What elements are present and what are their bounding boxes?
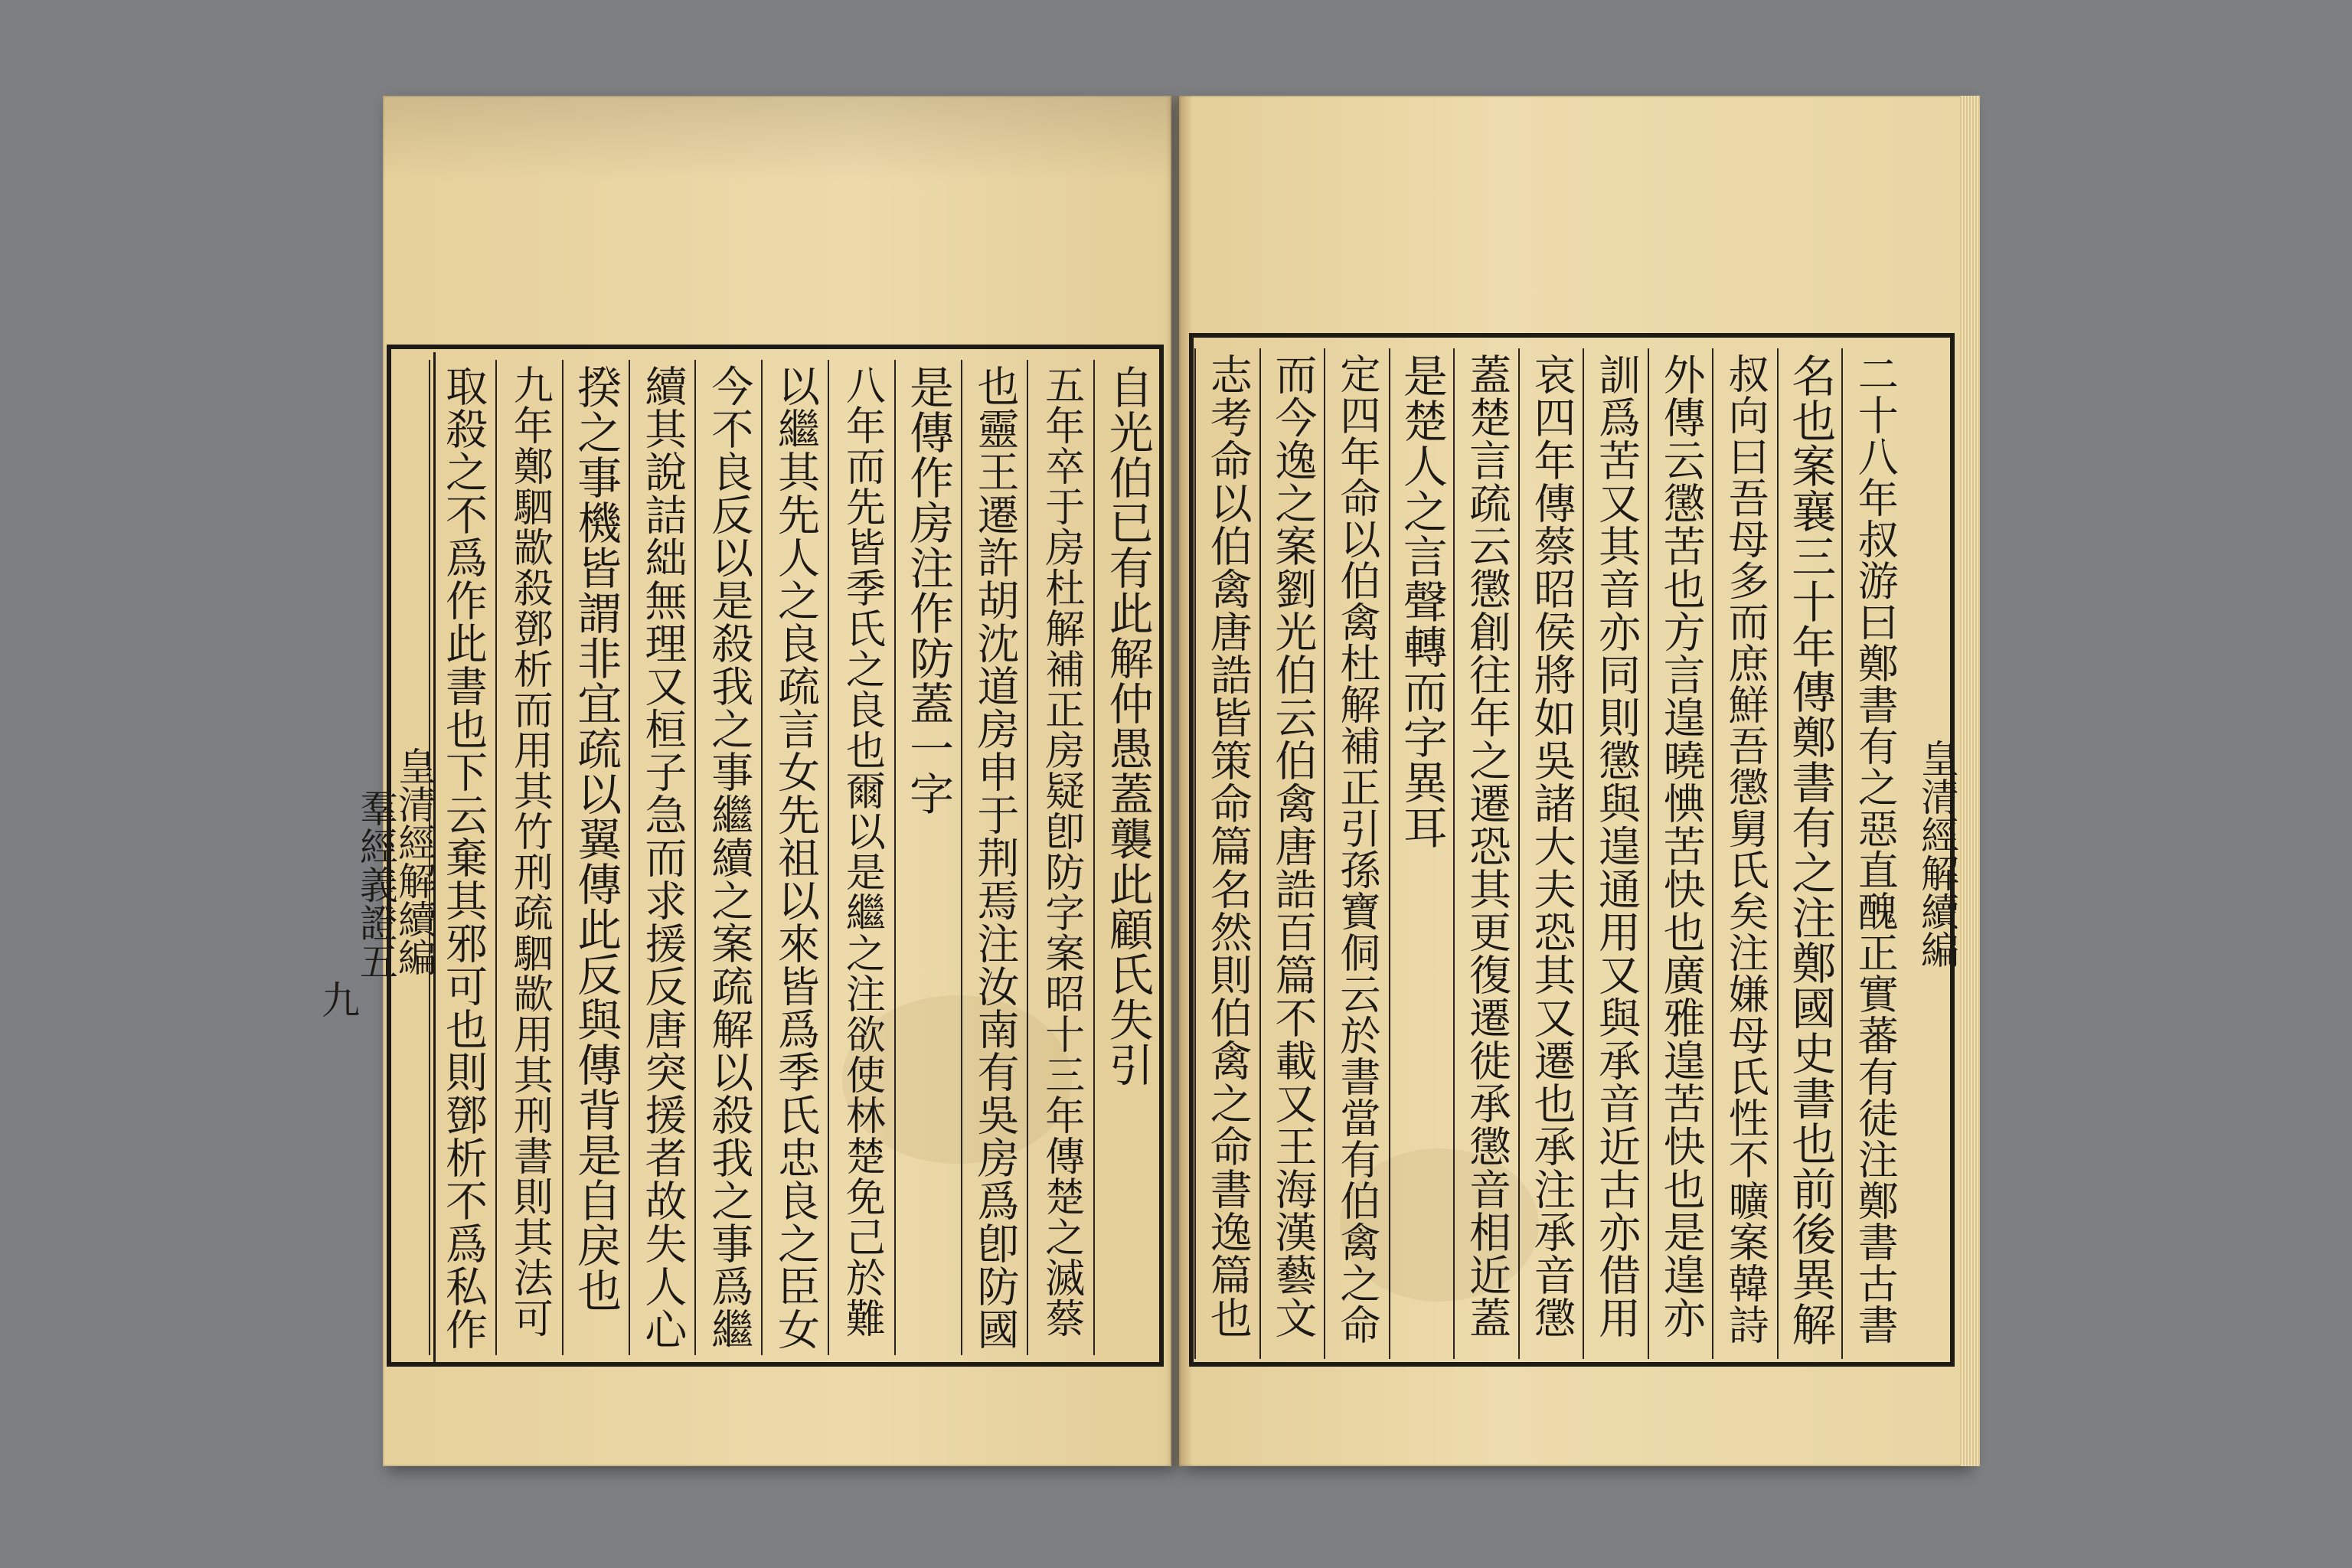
text-column: 外傳云懲苦也方言遑曉㥏苦快也廣雅遑苦快也是遑亦 [1648, 348, 1713, 1359]
left-text-columns [429, 360, 1160, 1355]
text-column: 而今逸之案劉光伯云伯禽唐誥百篇不載又王海漢藝文 [1259, 348, 1325, 1359]
text-column: 以繼其先人之良疏言女先祖以來皆爲季氏忠良之臣女 [761, 360, 828, 1355]
text-column: 今不良反以是殺我之事繼續之案疏解以殺我之事爲繼 [694, 360, 761, 1355]
text-column: 名也案襄三十年傳鄭書有之注鄭國史書也前後異解 [1777, 348, 1842, 1359]
text-column: 五年卒于房杜解補正房疑卽防字案昭十三年傳楚之滅蔡 [1027, 360, 1093, 1355]
text-column: 哀四年傳蔡昭侯將如吳諸大夫恐其又遷也承注承音懲 [1518, 348, 1583, 1359]
text-column: 是傳作房注作防蓋一字 [894, 360, 961, 1355]
text-column: 二十八年叔游曰鄭書有之惡直醜正實蕃有徒注鄭書古書 [1841, 348, 1906, 1359]
left-page-top-stain [383, 96, 1171, 180]
text-column: 取殺之不爲作此書也下云棄其邪可也則鄧析不爲私作 [429, 360, 495, 1355]
text-column: 自光伯已有此解仲愚蓋襲此顧氏失引 [1093, 360, 1160, 1355]
text-column: 蓋楚言疏云懲創往年之遷恐其更復遷徙承懲音相近蓋 [1453, 348, 1518, 1359]
margin-book-title: 皇清經解續編 [392, 746, 436, 976]
margin-section-title: 羣經義證五 [354, 789, 398, 980]
right-text-columns [1194, 348, 1906, 1359]
page-edges [1960, 96, 1980, 1466]
text-column: 也靈王遷許胡沈道房申于荆焉注汝南有吳房爲卽防國 [961, 360, 1027, 1355]
text-column: 九年鄭駟歂殺鄧析而用其竹刑疏駟歂用其刑書則其法可 [495, 360, 562, 1355]
text-column: 八年而先皆季氏之良也爾以是繼之注欲使林楚免己於難 [828, 360, 894, 1355]
right-margin-strip [1910, 337, 1959, 1363]
margin-book-title: 皇清經解續編 [1915, 739, 1959, 969]
text-column: 續其說詰絀無理又桓子急而求援反唐突援者故失人心 [629, 360, 695, 1355]
text-column: 訓爲苦又其音亦同則懲與遑通用又與承音近古亦借用 [1583, 348, 1648, 1359]
margin-page-number: 九 [315, 980, 360, 1018]
text-column: 是楚人之言聲轉而字異耳 [1389, 348, 1454, 1359]
text-column: 定四年命以伯禽杜解補正引孫寶侗云於書當有伯禽之命 [1324, 348, 1389, 1359]
text-column: 志考命以伯禽唐誥皆策命篇名然則伯禽之命書逸篇也 [1194, 348, 1259, 1359]
text-column: 叔向曰吾母多而庶鮮吾懲舅氏矣注嫌母氏性不曠案韓詩 [1712, 348, 1777, 1359]
text-column: 揆之事機皆謂非宜疏以翼傳此反與傳背是自戾也 [562, 360, 629, 1355]
